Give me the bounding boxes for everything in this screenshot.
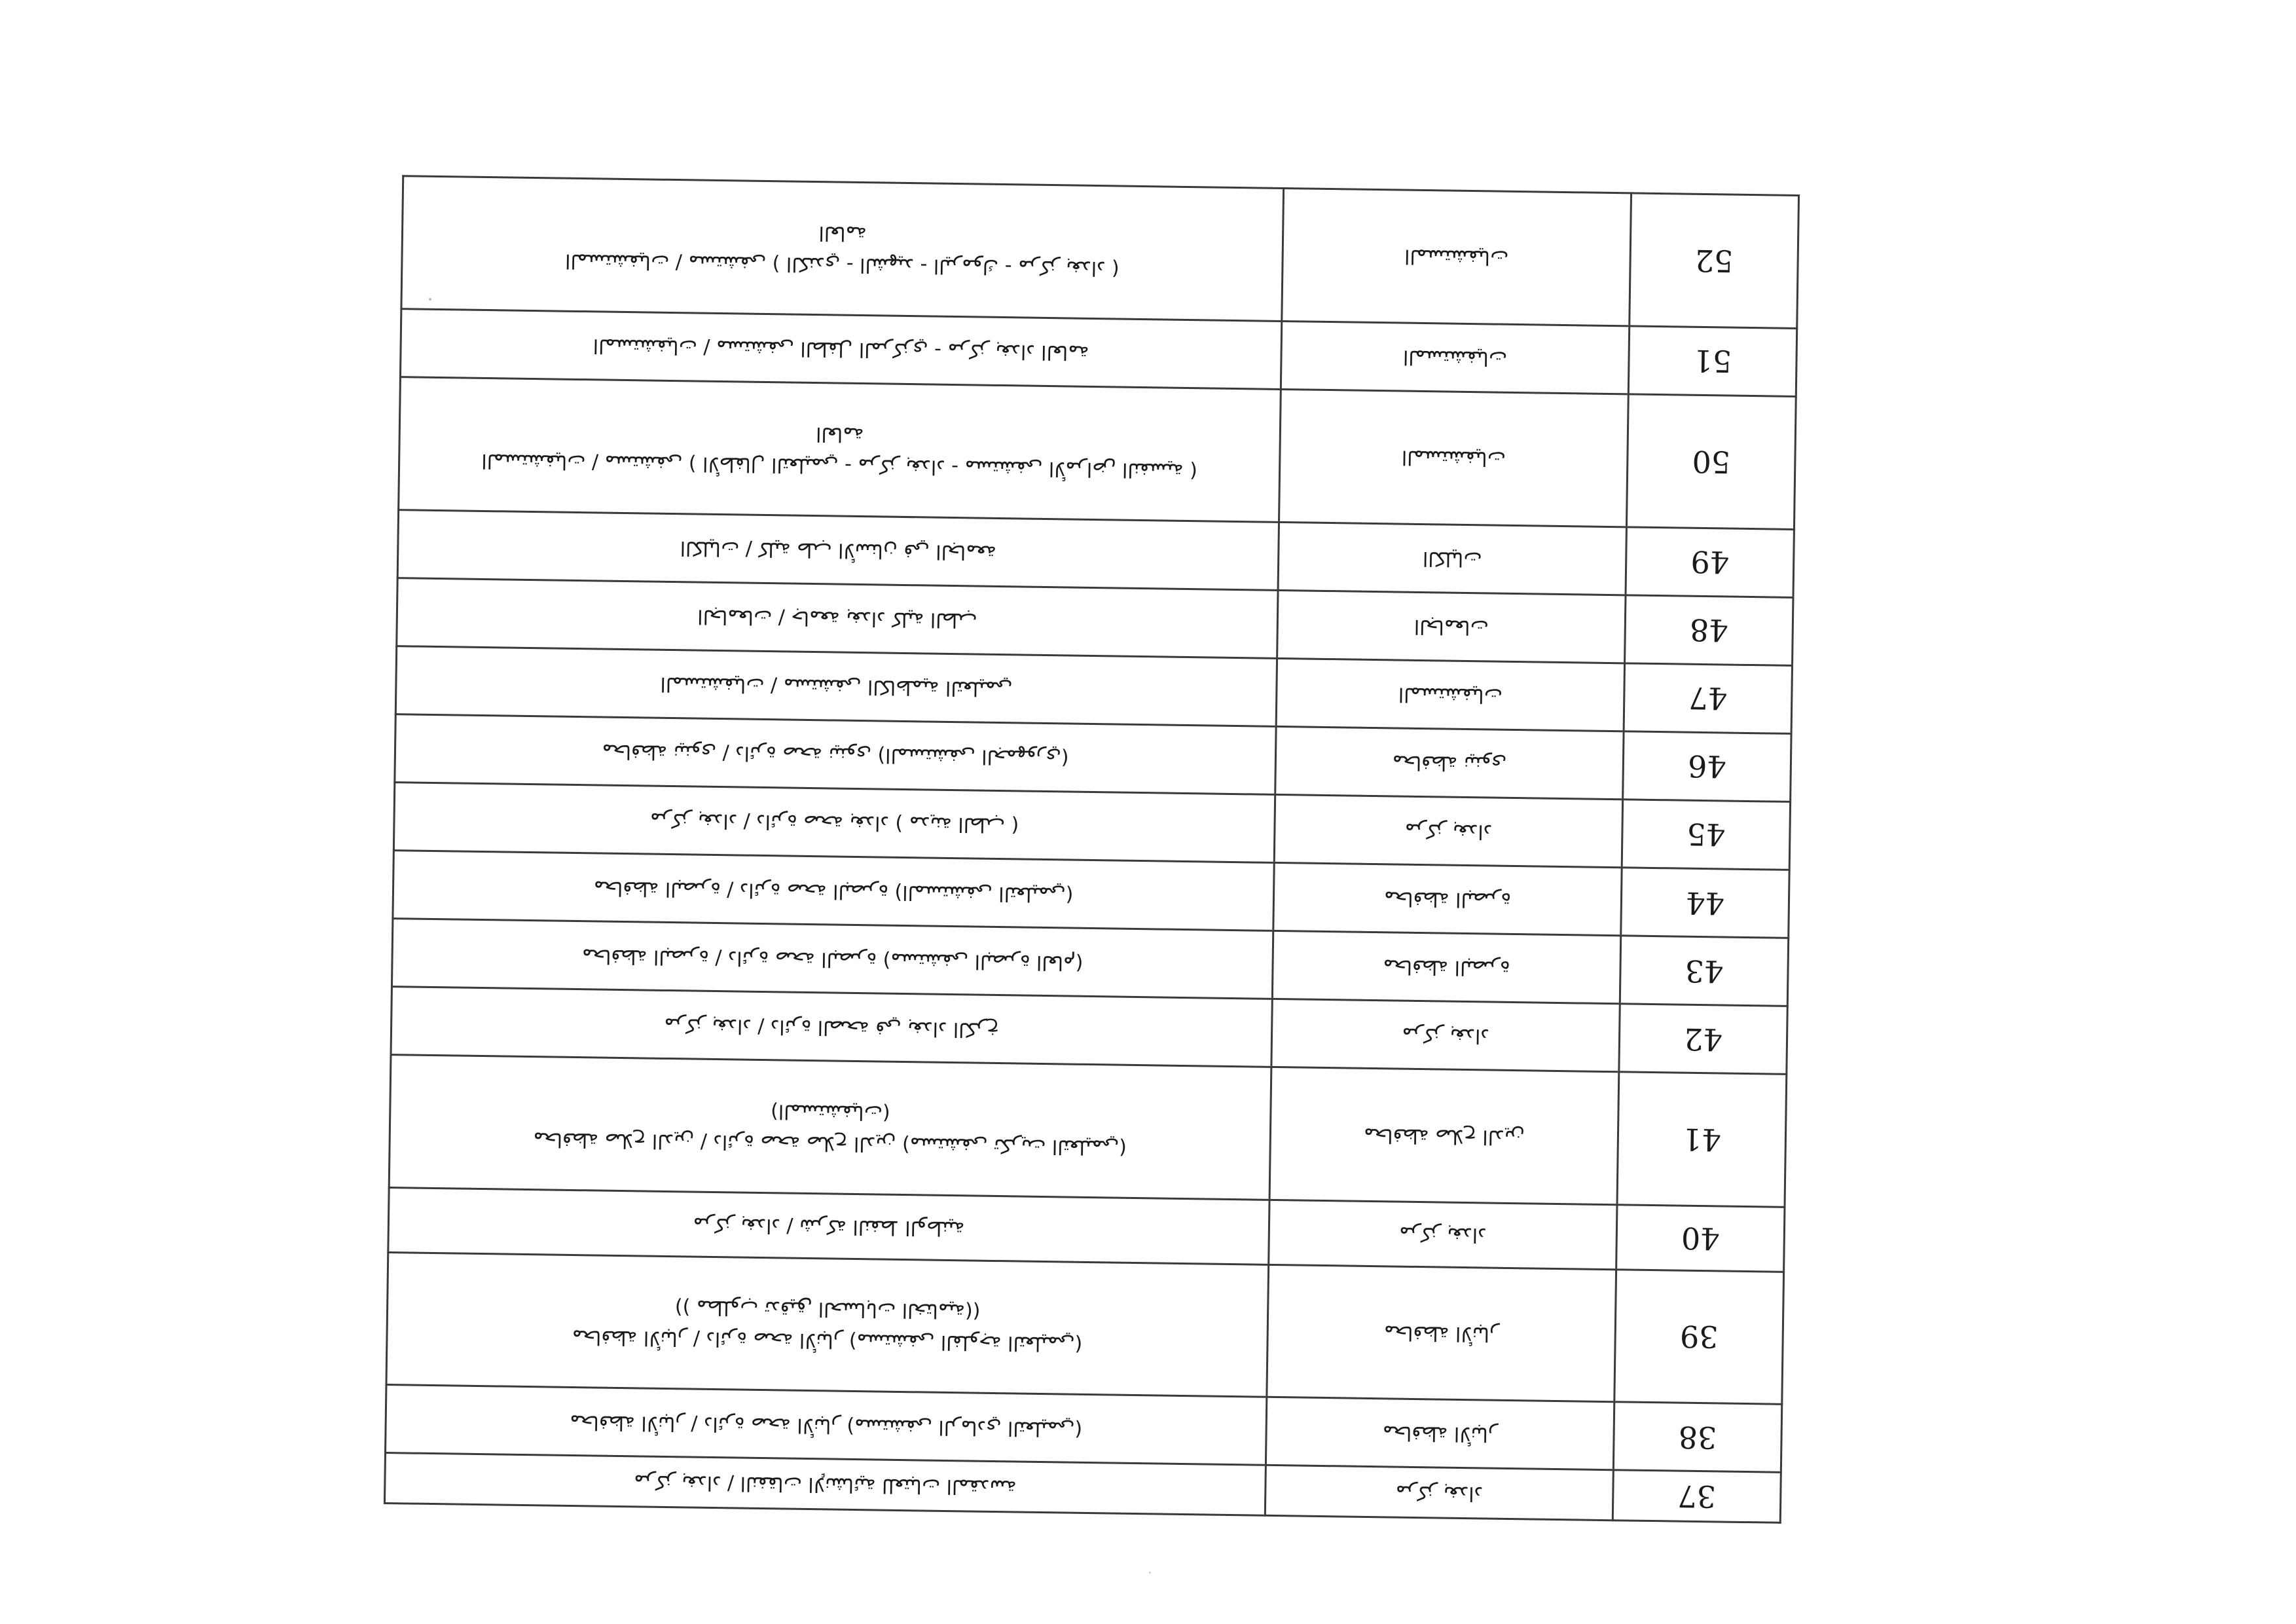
row-description-continued: (( مطلوب تدقيق الحسابات الختامية)): [674, 1295, 981, 1323]
row-category: المستشفيات: [1281, 321, 1629, 394]
row-number: 37: [1613, 1470, 1781, 1522]
scan-speck: [1149, 1572, 1151, 1574]
row-number: 43: [1620, 936, 1788, 1006]
row-category: محافظة الأنبار: [1266, 1397, 1614, 1470]
row-number: 40: [1616, 1205, 1785, 1272]
row-category: محافظة صلاح الدين: [1269, 1067, 1619, 1205]
row-description-continued: العامة: [818, 221, 867, 246]
row-description: محافظة صلاح الدين / دائرة صحة صلاح الدين (مستشفى تكريت التعليمي): [533, 1128, 1127, 1159]
row-number: 48: [1625, 595, 1793, 666]
data-table: [384, 175, 1800, 1524]
row-description: المستشفيات / مستشفى ( الأطفال التعليمي - مركز بغداد - مستشفى الأمراض النفسية ): [481, 449, 1198, 482]
row-category: محافظة الأنبار: [1267, 1264, 1616, 1402]
row-description: محافظة نينوى / دائرة صحة نينوى (المستشفى الجمهوري): [602, 739, 1069, 769]
scan-speck: [429, 298, 431, 301]
row-number: 45: [1622, 800, 1790, 870]
row-number: 44: [1621, 868, 1789, 938]
row-category: محافظة نينوى: [1275, 726, 1624, 799]
row-description: مركز بغداد / دائرة صحة بغداد ( مدينة الطب ): [649, 809, 1019, 837]
row-category: المستشفيات: [1282, 188, 1631, 325]
row-description-cell: [400, 309, 1281, 390]
row-description: مركز بغداد / دائرة الصحة في بغداد الكرخ: [664, 1013, 1000, 1041]
row-number: 38: [1613, 1402, 1781, 1473]
row-description-continued: (المستشفيات): [770, 1099, 890, 1124]
table-body: [384, 176, 1798, 1523]
row-number: 50: [1626, 394, 1796, 529]
row-category: المستشفيات: [1279, 389, 1629, 526]
row-description-cell: [395, 646, 1277, 726]
row-description: محافظة الأنبار / دائرة صحة الأنبار (مستشفى الرمادي التعليمي): [570, 1410, 1083, 1441]
table-row: [389, 1055, 1787, 1207]
row-description: الكليات / كلية طب الأسنان في الجامعة: [680, 536, 997, 564]
row-number: 41: [1617, 1072, 1787, 1207]
row-category: محافظة البصرة: [1273, 862, 1622, 935]
row-number: 47: [1624, 663, 1792, 734]
row-category: المستشفيات: [1276, 658, 1624, 731]
row-description: المستشفيات / مستشفى الطفل المركزي - مركز بغداد العامة: [592, 334, 1089, 365]
row-description: محافظة البصرة / دائرة صحة البصرة (مستشفى البصرة العام): [581, 944, 1084, 974]
row-description-cell: [393, 783, 1275, 863]
row-description-cell: [386, 1385, 1267, 1466]
row-description-cell: [386, 1252, 1269, 1397]
row-description: المستشفيات / مستشفى الكاظمية التعليمي: [660, 673, 1013, 701]
row-description: محافظة الأنبار / دائرة صحة الأنبار (مستشفى الفلوجة التعليمي): [572, 1325, 1083, 1356]
table-row: [401, 176, 1799, 329]
row-description-cell: [401, 176, 1284, 322]
table-row: [399, 377, 1796, 529]
row-description: مركز بغداد / النفقات الإنشائية للعتبات المقدسة: [633, 1470, 1017, 1499]
row-category: الكليات: [1278, 522, 1626, 595]
table-row: [386, 1252, 1784, 1404]
row-description-cell: [392, 919, 1273, 999]
row-description: المستشفيات / مستشفى ( الكندي - الشهيد - اليرموك - مركز بغداد ): [564, 249, 1120, 280]
row-description: مركز بغداد / شركة النفط الوطنية: [693, 1213, 965, 1240]
table-container: [384, 175, 1800, 1524]
row-description-cell: [388, 1188, 1269, 1264]
row-number: 49: [1626, 526, 1794, 597]
row-description: الجامعات / جامعة بغداد كلية الطب: [697, 604, 977, 632]
row-description: محافظة البصرة / دائرة صحة البصرة (المستشفى التعليمي): [593, 876, 1074, 906]
row-description-cell: [399, 377, 1281, 522]
row-category: مركز بغداد: [1269, 1200, 1617, 1269]
row-description-continued: العامة: [815, 422, 864, 446]
row-description-cell: [393, 851, 1274, 931]
row-number: 52: [1630, 193, 1799, 328]
row-category: مركز بغداد: [1271, 999, 1620, 1072]
row-category: مركز بغداد: [1265, 1466, 1613, 1521]
row-number: 46: [1623, 731, 1791, 802]
row-description-cell: [395, 714, 1276, 794]
row-description-cell: [397, 509, 1279, 590]
row-description-cell: [391, 987, 1272, 1067]
row-category: مركز بغداد: [1274, 794, 1622, 867]
row-number: 39: [1614, 1269, 1784, 1404]
row-category: الجامعات: [1277, 590, 1626, 663]
row-category: محافظة البصرة: [1272, 931, 1620, 1003]
row-number: 42: [1619, 1004, 1787, 1075]
row-number: 51: [1628, 326, 1796, 397]
row-description-cell: [389, 1055, 1271, 1200]
row-description-cell: [397, 578, 1278, 658]
